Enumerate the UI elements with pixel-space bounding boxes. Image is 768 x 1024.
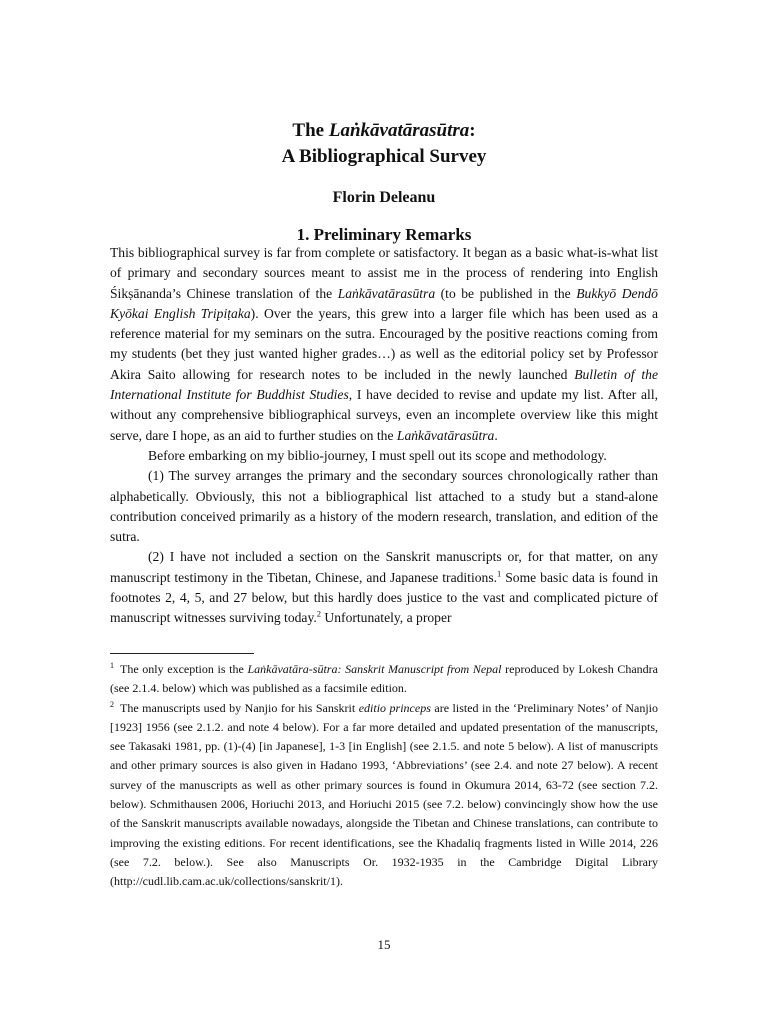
paragraph-1 xyxy=(110,243,658,446)
footnote-2-mark: 2 xyxy=(110,699,114,709)
footnote-ref-2[interactable]: 2 xyxy=(316,608,322,619)
footnote-2-text-1: The manuscripts used by Nanjio for his Sanskrit xyxy=(120,700,359,715)
para1-text-1: This bibliographical survey is far from complete or satisfactory. It began as a basic what-is-what list of primary and secondary sources meant to assist me in the process of rendering into English Śikṣānanda’s Chinese translation of the xyxy=(110,245,658,301)
title-italic-sutra: Laṅkāvatārasūtra xyxy=(328,120,470,141)
section-heading: 1. Preliminary Remarks xyxy=(296,225,472,244)
para4-text-2: Some basic data is found in footnotes 2, 4, 5, and 27 below, but this hardly does justice to the vast and complicated picture of manuscript witnesses surviving today. xyxy=(110,569,658,626)
footnote-1 xyxy=(110,660,658,699)
paragraph-4 xyxy=(110,547,658,628)
paragraph-3: (1) The survey arranges the primary and the secondary sources chronologically rather than alphabetically. Obviously, this not a bibliographical list attached to a study but a stand-alone contribution conceived primarily as a history of the modern research, translation, and edition of the sutra. xyxy=(110,468,658,545)
footnote-1-italic: Laṅkāvatāra-sūtra: Sanskrit Manuscript from Nepal xyxy=(247,662,502,676)
footnote-1-text-2: reproduced by Lokesh Chandra (see 2.1.4. below) which was published as a facsimile edition. xyxy=(110,662,658,696)
para1-text-2: (to be published in the xyxy=(435,285,577,301)
paragraph-2: Before embarking on my biblio-journey, I must spell out its scope and methodology. xyxy=(148,447,607,463)
para1-text-4: , I have decided to revise and update my list. After all, without any comprehensive bibliographical surveys, even an incomplete overview like this might serve, dare I hope, as an aid to further studies on the xyxy=(110,387,659,443)
footnote-2 xyxy=(110,699,658,892)
footnote-ref-1[interactable]: 1 xyxy=(497,568,502,579)
para1-italic-1: Laṅkāvatārasūtra xyxy=(337,285,436,301)
footnotes xyxy=(110,660,658,892)
footnote-2-text-2: are listed in the ‘Preliminary Notes’ of Nanjio [1923] 1956 (see 2.1.2. and note 4 below). For a far more detailed and updated presentation of the manuscripts, see Takasaki 1981, pp. (1)-(4) [in Japanese], 1-3 [in English] (see 2.1.5. and note 5 below). A list of manuscripts and other primary sources is also given in Hadano 1993, ‘Abbreviations’ (see 2.4. and note 27 below). A recent survey of the manuscripts as well as other primary sources is found in Okumura 2014, 63-72 (see section 7.2. below). Schmithausen 2006, Horiuchi 2013, and Horiuchi 2015 (see 7.2. below) convincingly show how the use of the Sanskrit manuscripts available nowadays, alongside the Tibetan and Chinese translations, can contribute to improving the existing editions. For recent identifications, see the Khadaliq fragments listed in Wille 2014, 226 (see 7.2. below.). See also Manuscripts Or. 1932-1935 in the Cambridge Digital Library (http://cudl.lib.cam.ac.uk/collections/sanskrit/1). xyxy=(110,700,658,889)
para4-text-3: Unfortunately, a proper xyxy=(321,610,452,626)
para1-italic-4: Laṅkāvatārasūtra xyxy=(396,427,495,443)
paper-title-line-1 xyxy=(0,118,768,144)
title-colon: : xyxy=(469,120,476,141)
para1-italic-3: Bulletin of the International Institute for Buddhist Studies xyxy=(110,366,658,403)
title-prefix: The xyxy=(292,120,329,141)
para4-text-1: (2) I have not included a section on the Sanskrit manuscripts or, for that matter, on any manuscript testimony in the Tibetan, Chinese, and Japanese traditions. xyxy=(110,549,658,585)
page-number: 15 xyxy=(377,937,391,952)
author-name: Florin Deleanu xyxy=(332,189,436,206)
footnote-1-mark: 1 xyxy=(110,661,114,670)
para1-italic-2: Bukkyō Dendō Kyōkai English Tripiṭaka xyxy=(110,285,658,321)
body-text xyxy=(110,243,658,629)
footnote-1-text-1: The only exception is the xyxy=(120,662,248,676)
para1-text-3: ). Over the years, this grew into a larger file which has been used as a reference material for my seminars on the sutra. Encouraged by the positive reactions coming from my students (bet they just wanted higher grades…) as well as the editorial policy set by Professor Akira Saito allowing for research notes to be included in the newly launched xyxy=(110,305,658,382)
footnote-separator xyxy=(110,653,254,654)
footnote-2-italic: editio princeps xyxy=(358,700,431,715)
paper-title-line-2: A Bibliographical Survey xyxy=(281,146,487,167)
para1-text-5: . xyxy=(494,427,498,443)
